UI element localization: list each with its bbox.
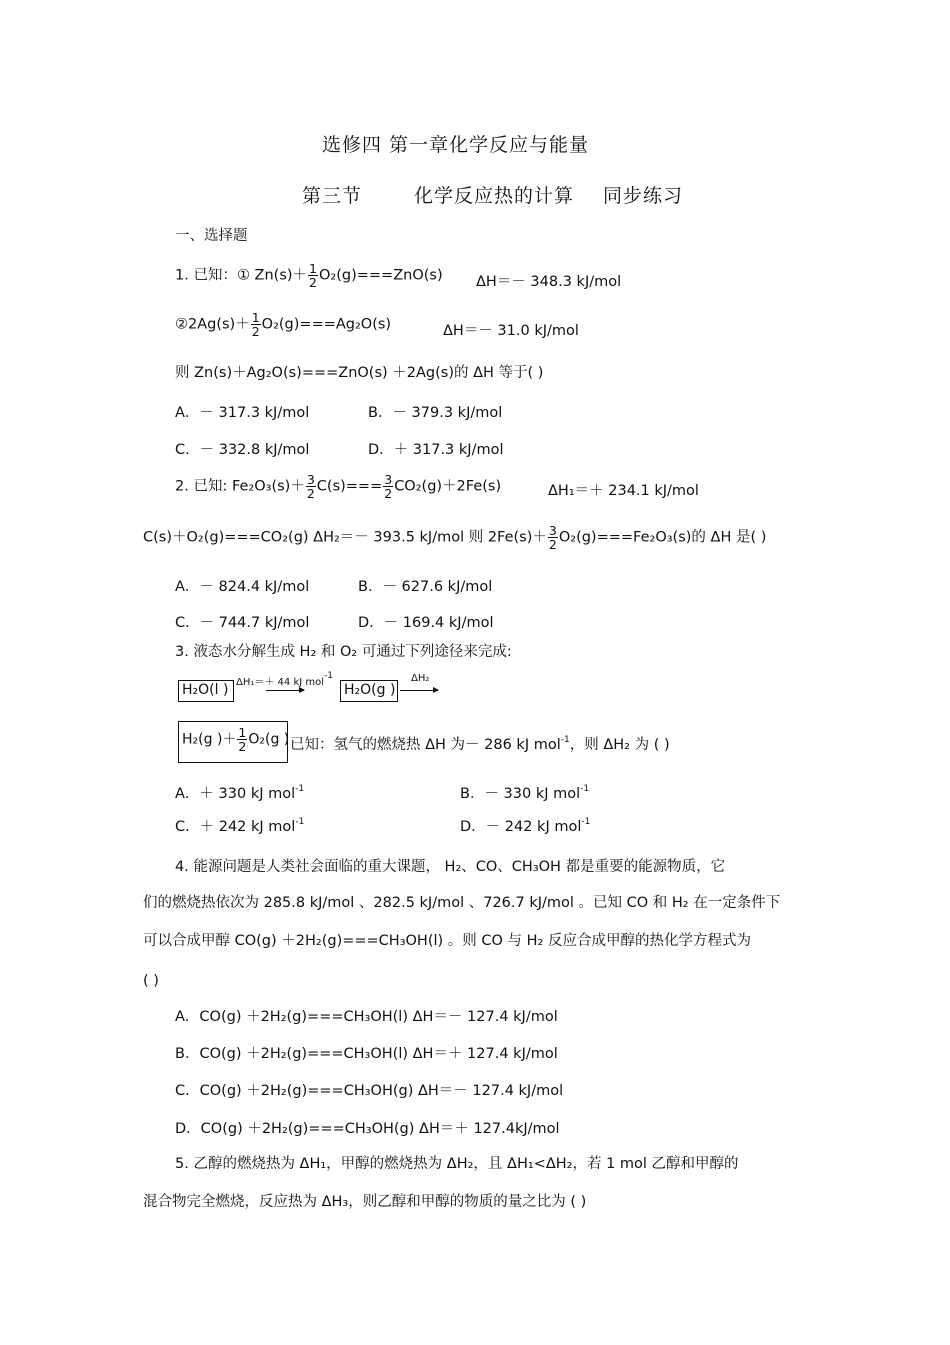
- q4-line-4: ( ): [143, 973, 159, 989]
- q2-lead: 2. 已知: Fe₂O₃(s)＋: [175, 478, 305, 495]
- q4-option-b: B．CO(g) ＋2H₂(g)===CH₃OH(l) ΔH＝＋ 127.4 kJ/mol: [175, 1046, 558, 1062]
- q3-option-b: B．－ 330 kJ mol$^{-1}$: [460, 784, 590, 802]
- q3-option-a: A．＋ 330 kJ mol$^{-1}$: [175, 784, 305, 802]
- fraction-half: $\frac{1}{2}$: [309, 261, 317, 290]
- q3-lead: 3. 液态水分解生成 H₂ 和 O₂ 可通过下列途径来完成:: [175, 644, 512, 660]
- q4-option-c: C．CO(g) ＋2H₂(g)===CH₃OH(g) ΔH＝－ 127.4 kJ/mol: [175, 1083, 564, 1099]
- q4-line-3: 可以合成甲醇 CO(g) ＋2H₂(g)===CH₃OH(l) 。则 CO 与 H₂ 反应合成甲醇的热化学方程式为: [143, 933, 751, 949]
- q1-r2-before: ②2Ag(s)＋: [175, 316, 250, 333]
- q2-after: CO₂(g)＋2Fe(s): [394, 478, 502, 495]
- q1-option-d: D．＋ 317.3 kJ/mol: [368, 442, 504, 458]
- q3-arrow2-label: ΔH₂: [411, 673, 430, 684]
- q2-option-d: D．－ 169.4 kJ/mol: [358, 615, 494, 631]
- q3-arrow-2: [400, 690, 438, 691]
- q4-line-1: 4. 能源问题是人类社会面临的重大课题， H₂、CO、CH₃OH 都是重要的能源物质，它: [175, 859, 726, 875]
- q2-line2b: O₂(g)===Fe₂O₃(s)的 ΔH 是( ): [558, 529, 767, 546]
- q3-box1-text: H₂O(l ): [182, 682, 229, 698]
- fraction-three-halves: $\frac{3}{2}$: [548, 523, 557, 552]
- q1-lead: 1. 已知：① Zn(s)＋: [175, 267, 308, 284]
- q1-r2-after: O₂(g)===Ag₂O(s): [261, 316, 392, 333]
- q2-option-b: B．－ 627.6 kJ/mol: [358, 579, 493, 595]
- q2-reaction-1: [175, 473, 501, 500]
- q1-reaction-2: [175, 311, 391, 338]
- q3-arrow1-label: ΔH₁＝＋ 44 kJ mol$^{-1}$: [236, 671, 333, 688]
- q3-condition: 已知：氢气的燃烧热 ΔH 为－ 286 kJ mol$^{-1}$，则 ΔH₂ 为 ( ): [290, 735, 670, 753]
- q1-question: 则 Zn(s)＋Ag₂O(s)===ZnO(s) ＋2Ag(s)的 ΔH 等于( ): [175, 365, 544, 381]
- section-heading: 一、选择题: [175, 228, 248, 244]
- fraction-three-halves: $\frac{3}{2}$: [306, 472, 315, 501]
- q4-option-a: A．CO(g) ＋2H₂(g)===CH₃OH(l) ΔH＝－ 127.4 kJ/mol: [175, 1009, 558, 1025]
- q3-box3-text: H₂(g )＋ $\frac{1}{2}$ O₂(g ): [182, 725, 290, 754]
- q3-box2-text: H₂O(g ): [344, 682, 396, 698]
- q1-option-b: B．－ 379.3 kJ/mol: [368, 405, 503, 421]
- q1-r1-dh: ΔH＝－ 348.3 kJ/mol: [476, 274, 622, 290]
- q4-line-2: 们的燃烧热依次为 285.8 kJ/mol 、282.5 kJ/mol 、726.7 kJ/mol 。已知 CO 和 H₂ 在一定条件下: [143, 895, 781, 911]
- q2-option-a: A．－ 824.4 kJ/mol: [175, 579, 310, 595]
- q1-option-a: A．－ 317.3 kJ/mol: [175, 405, 310, 421]
- q2-dh1: ΔH₁＝＋ 234.1 kJ/mol: [548, 483, 699, 499]
- q2-line2a: C(s)＋O₂(g)===CO₂(g) ΔH₂＝－ 393.5 kJ/mol 则 2Fe(s)＋: [143, 529, 547, 546]
- section-title-a: 第三节: [302, 185, 363, 207]
- q3-option-d: D．－ 242 kJ mol$^{-1}$: [460, 817, 591, 835]
- q1-r1-after: O₂(g)===ZnO(s): [319, 267, 443, 284]
- q2-reaction-2: [143, 524, 766, 551]
- q5-line-1: 5. 乙醇的燃烧热为 ΔH₁，甲醇的燃烧热为 ΔH₂，且 ΔH₁<ΔH₂，若 1 mol 乙醇和甲醇的: [175, 1156, 739, 1172]
- fraction-half: $\frac{1}{2}$: [251, 310, 260, 339]
- q1-option-c: C．－ 332.8 kJ/mol: [175, 442, 310, 458]
- q1-reaction-1: [175, 262, 443, 289]
- q1-r2-dh: ΔH＝－ 31.0 kJ/mol: [443, 323, 579, 339]
- q4-option-d: D．CO(g) ＋2H₂(g)===CH₃OH(g) ΔH＝＋ 127.4kJ/mol: [175, 1121, 560, 1137]
- fraction-three-halves: $\frac{3}{2}$: [384, 472, 393, 501]
- section-title-c: 同步练习: [603, 185, 684, 207]
- q3-arrow-1: [266, 690, 304, 691]
- q2-mid: C(s)===: [316, 478, 383, 495]
- q2-option-c: C．－ 744.7 kJ/mol: [175, 615, 310, 631]
- q5-line-2: 混合物完全燃烧，反应热为 ΔH₃，则乙醇和甲醇的物质的量之比为 ( ): [143, 1194, 587, 1210]
- section-title-b: 化学反应热的计算: [414, 185, 575, 207]
- q3-option-c: C．＋ 242 kJ mol$^{-1}$: [175, 817, 305, 835]
- fraction-half: $\frac{1}{2}$: [238, 725, 247, 754]
- doc-title: 选修四 第一章化学反应与能量: [322, 134, 590, 156]
